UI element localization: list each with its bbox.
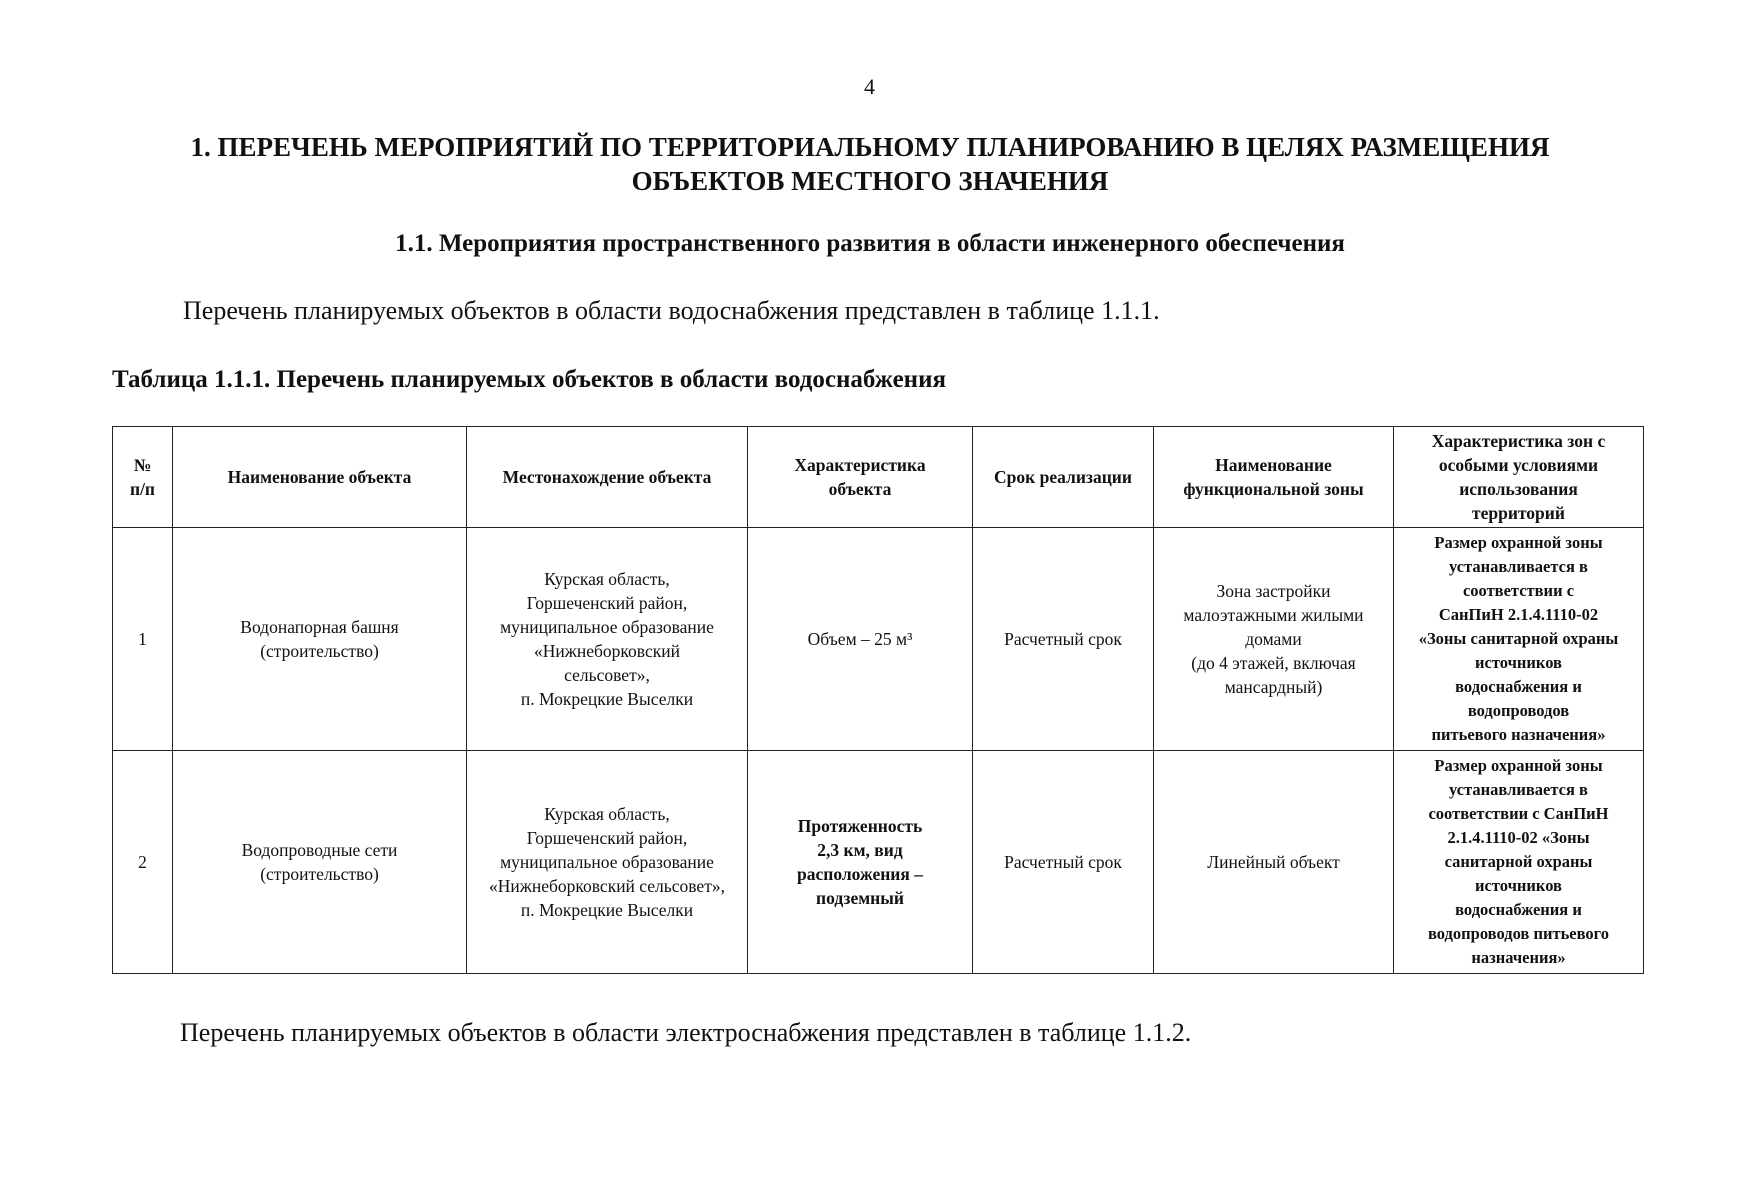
cell-special-zone: Размер охранной зоны устанавливается в соответствии с СанПиН 2.1.4.1110-02 «Зоны санитарной охраны источников водоснабжения и водопроводов питьевого назначения» (1394, 751, 1644, 974)
cell-special-zone: Размер охранной зоны устанавливается в соответствии с СанПиН 2.1.4.1110-02 «Зоны санитарной охраны источников водоснабжения и водопроводов питьевого назначения» (1394, 528, 1644, 751)
subsection-title: 1.1. Мероприятия пространственного развития в области инженерного обеспечения (395, 230, 1345, 257)
cell-functional-zone: Линейный объект (1154, 751, 1394, 974)
header-object-name: Наименование объекта (173, 427, 467, 528)
header-number: № п/п (113, 427, 173, 528)
section-title: 1. ПЕРЕЧЕНЬ МЕРОПРИЯТИЙ ПО ТЕРРИТОРИАЛЬНОМУ ПЛАНИРОВАНИЮ В ЦЕЛЯХ РАЗМЕЩЕНИЯ ОБЪЕКТОВ МЕСТНОГО ЗНАЧЕНИЯ (190, 132, 1550, 196)
cell-object-location: Курская область, Горшеченский район, муниципальное образование «Нижнеборковский сельсовет», п. Мокрецкие Выселки (467, 751, 748, 974)
table-row (113, 751, 1644, 974)
cell-number: 2 (113, 751, 173, 974)
cell-implementation-term: Расчетный срок (973, 528, 1154, 751)
cell-object-name: Водопроводные сети (строительство) (173, 751, 467, 974)
cell-object-characteristic: Объем – 25 м³ (748, 528, 973, 751)
header-functional-zone: Наименование функциональной зоны (1154, 427, 1394, 528)
table-header-row (113, 427, 1644, 528)
page-number: 4 (864, 74, 875, 99)
intro-paragraph: Перечень планируемых объектов в области водоснабжения представлен в таблице 1.1.1. (183, 296, 1160, 325)
footer-paragraph: Перечень планируемых объектов в области электроснабжения представлен в таблице 1.1.2. (180, 1018, 1192, 1047)
cell-number: 1 (113, 528, 173, 751)
cell-implementation-term: Расчетный срок (973, 751, 1154, 974)
header-object-location: Местонахождение объекта (467, 427, 748, 528)
table-caption: Таблица 1.1.1. Перечень планируемых объектов в области водоснабжения (112, 366, 947, 393)
header-implementation-term: Срок реализации (973, 427, 1154, 528)
header-special-zone: Характеристика зон с особыми условиями использования территорий (1394, 427, 1644, 528)
cell-object-characteristic: Протяженность 2,3 км, вид расположения – подземный (748, 751, 973, 974)
header-object-characteristic: Характеристика объекта (748, 427, 973, 528)
water-supply-objects-table (112, 426, 1644, 974)
table-row (113, 528, 1644, 751)
cell-object-name: Водонапорная башня (строительство) (173, 528, 467, 751)
cell-functional-zone: Зона застройки малоэтажными жилыми домами (до 4 этажей, включая мансардный) (1154, 528, 1394, 751)
cell-object-location: Курская область, Горшеченский район, муниципальное образование «Нижнеборковский сельсовет», п. Мокрецкие Выселки (467, 528, 748, 751)
